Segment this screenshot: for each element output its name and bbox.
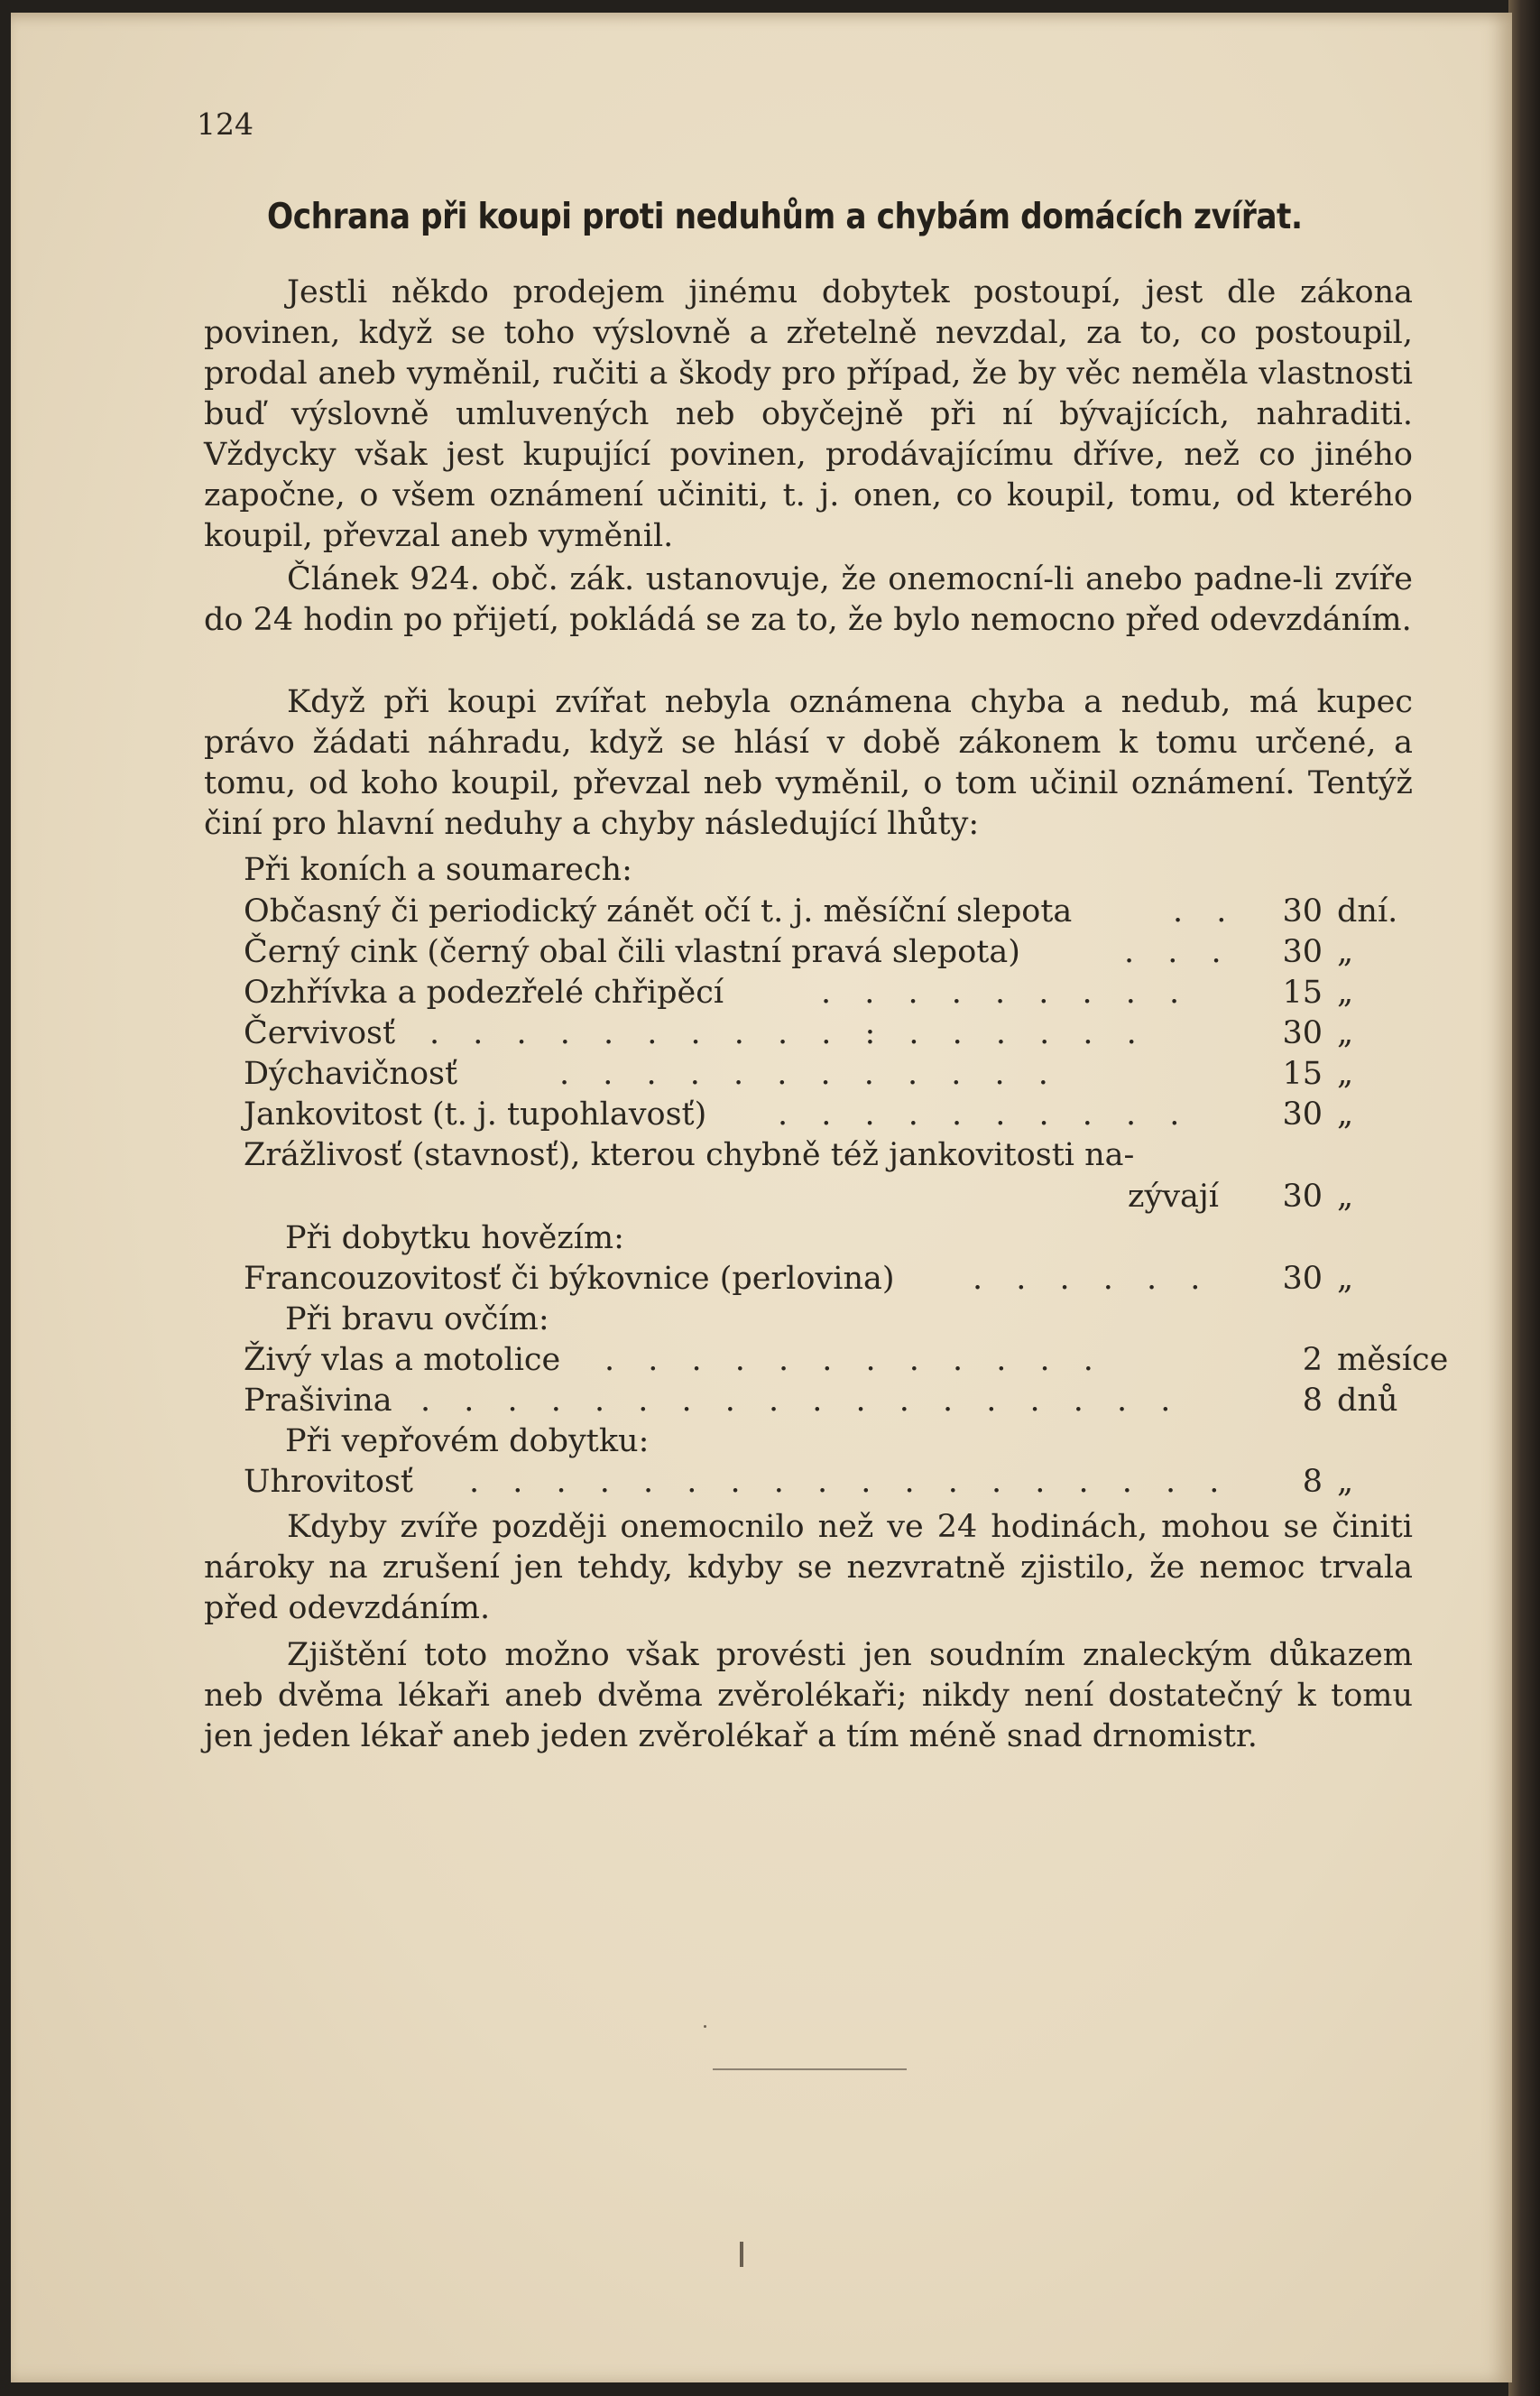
row-leader-dots: . . (1173, 893, 1239, 930)
row-name: Černý cink (černý obal čili vlastní pravá slepota) (244, 934, 1020, 970)
paragraph-seller-liability: Jestli někdo prodejem jinému dobytek postoupí, jest dle zákona povinen, když se toho výslovně a zřetelně nevzdal, za to, co postoupil, prodal aneb vyměnil, ručiti a škody pro případ, že by věc neměla vlastnosti buď výslovně umluvených neb obyčejně při ní bývajících, nahraditi. Vždycky však jest kupující povinen, prodávajícímu dříve, než co jiného započne, o všem oznámení učiniti, t. j. onen, co koupil, tomu, od kterého koupil, převzal aneb vyměnil. (204, 274, 1413, 554)
table-row (244, 1096, 1416, 1137)
section-heading: Ochrana při koupi proti neduhům a chybám domácích zvířat. (267, 197, 1303, 237)
print-speck (704, 2025, 706, 2028)
row-leader-dots: . . . . . . . . . . . . . . . . . . (469, 1464, 1231, 1500)
row-unit: dnů (1337, 1383, 1398, 1419)
paragraph-expert-proof: Zjištění toto možno však provésti jen soudním znaleckým důkazem neb dvěma lékaři aneb dvěma zvěrolékaři; nikdy není dostatečný k tomu jen jeden lékař aneb jeden zvěrolékař a tím méně snad drnomistr. (204, 1637, 1413, 1754)
paragraph-claim-periods: Když při koupi zvířat nebyla oznámena chyba a nedub, má kupec právo žádati náhradu, když se hlásí v době zákonem k tomu určené, a tomu, od koho koupil, převzal neb vyměnil, o tom učinil oznámení. Tentýž činí pro hlavní neduhy a chyby následující lhůty: (204, 684, 1413, 842)
row-value: 30 (1282, 1261, 1323, 1297)
table-row (244, 1464, 1416, 1504)
table-row (244, 1137, 1416, 1218)
row-value: 30 (1282, 1179, 1323, 1215)
row-leader-dots: . . . . . . (973, 1261, 1213, 1297)
book-spine (1508, 0, 1540, 2396)
table-row (244, 1056, 1416, 1096)
table-row (244, 1383, 1416, 1423)
row-value: 8 (1302, 1383, 1323, 1419)
group-label-pigs: Při vepřovém dobytku: (285, 1423, 650, 1459)
row-value: 15 (1282, 1056, 1323, 1092)
row-unit: „ (1337, 1464, 1354, 1500)
group-label-sheep: Při bravu ovčím: (285, 1301, 549, 1337)
row-value: 30 (1282, 934, 1323, 970)
table-row (244, 934, 1416, 975)
row-name: Občasný či periodický zánět očí t. j. měsíční slepota (244, 893, 1073, 930)
row-unit: „ (1337, 1015, 1354, 1051)
row-name-continuation: zývají (1128, 1179, 1219, 1215)
row-name: Zrážlivosť (stavnosť), kterou chybně též jankovitosti na- (244, 1137, 1135, 1173)
row-unit: „ (1337, 934, 1354, 970)
row-unit: dní. (1337, 893, 1398, 930)
row-leader-dots: . . . . . . . . . . . . (604, 1342, 1105, 1378)
row-name: Červivosť (244, 1015, 396, 1051)
row-value: 30 (1282, 1096, 1323, 1133)
row-unit: „ (1337, 1261, 1354, 1297)
row-unit: „ (1337, 975, 1354, 1011)
row-value: 30 (1282, 1015, 1323, 1051)
row-leader-dots: . . . . . . . . . . (778, 1096, 1192, 1133)
row-leader-dots: . . . . . . . . . (821, 975, 1192, 1011)
row-value: 2 (1302, 1342, 1323, 1378)
table-row (244, 1261, 1416, 1301)
row-name: Jankovitost (t. j. tupohlavosť) (244, 1096, 707, 1133)
table-row (244, 1015, 1416, 1056)
table-row (244, 975, 1416, 1015)
row-leader-dots: . . . . . . . . . . . . . . . . . . (420, 1383, 1183, 1419)
row-name: Dýchavičnosť (244, 1056, 458, 1092)
row-name: Prašivina (244, 1383, 392, 1419)
row-value: 15 (1282, 975, 1323, 1011)
print-mark (740, 2242, 743, 2267)
row-name: Živý vlas a motolice (244, 1342, 561, 1378)
end-rule (713, 2068, 907, 2070)
row-value: 8 (1302, 1464, 1323, 1500)
group-label-horses: Při koních a soumarech: (244, 852, 632, 888)
row-name: Francouzovitosť či býkovnice (perlovina) (244, 1261, 895, 1297)
table-row (244, 893, 1416, 934)
row-leader-dots: . . . . . . . . . . : . . . . . . (429, 1015, 1148, 1051)
row-name: Ozhřívka a podezřelé chřipěcí (244, 975, 724, 1011)
row-name: Uhrovitosť (244, 1464, 413, 1500)
row-unit: „ (1337, 1179, 1354, 1215)
group-label-cattle: Při dobytku hovězím: (285, 1220, 624, 1256)
paragraph-article-924: Článek 924. obč. zák. ustanovuje, že onemocní-li anebo padne-li zvíře do 24 hodin po přijetí, pokládá se za to, že bylo nemocno před odevzdáním. (204, 561, 1413, 638)
row-unit: „ (1337, 1056, 1354, 1092)
row-leader-dots: . . . . . . . . . . . . (559, 1056, 1060, 1092)
row-value: 30 (1282, 893, 1323, 930)
row-unit: měsíce (1337, 1342, 1449, 1378)
table-row (244, 1342, 1449, 1383)
paragraph-later-illness: Kdyby zvíře později onemocnilo než ve 24 hodinách, mohou se činiti nároky na zrušení jen tehdy, kdyby se nezvratně zjistilo, že nemoc trvala před odevzdáním. (204, 1509, 1413, 1626)
row-leader-dots: . . . (1124, 934, 1233, 970)
page-number: 124 (197, 106, 254, 142)
row-unit: „ (1337, 1096, 1354, 1133)
